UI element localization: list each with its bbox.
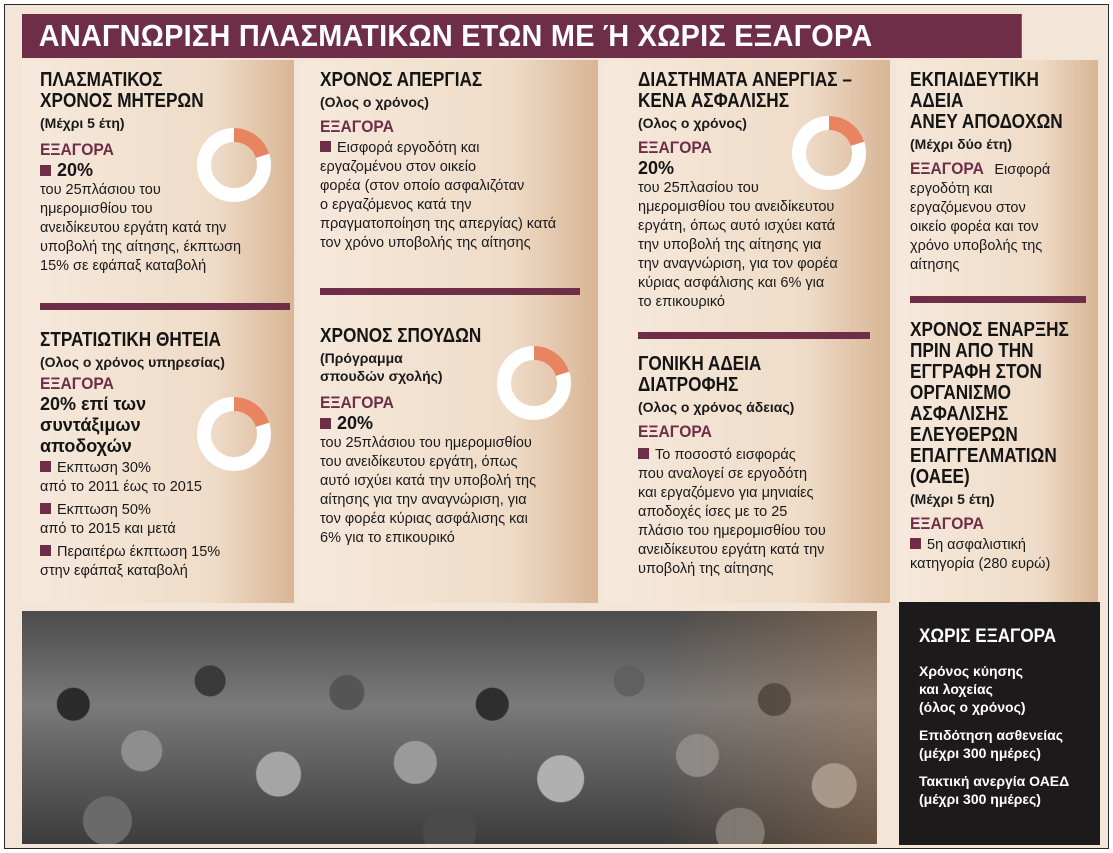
body-line: του 25πλάσιου του ημερομισθίου <box>320 435 532 451</box>
section-parental <box>638 354 888 579</box>
body-line: την αναγνώριση, για τον φορέα <box>638 256 838 272</box>
bullet-square-icon <box>638 448 649 459</box>
body-line: αίτησης για την αναγνώριση, για <box>320 492 527 508</box>
exagora-label-parental: ΕΞΑΓΟΡΑ <box>638 422 712 441</box>
body-line: πραγματοποίηση της απεργίας) κατά <box>320 216 557 232</box>
body-line: ανειδίκευτου εργάτη κατά την <box>40 220 227 236</box>
bullet-square-icon <box>40 461 51 472</box>
exagora-label-educational: ΕΞΑΓΟΡΑ <box>910 159 984 178</box>
column-4 <box>896 60 1098 605</box>
without-line: Χρόνος κύησης <box>919 663 1023 679</box>
donut-fill <box>534 353 563 374</box>
body-line: Το ποσοστό εισφοράς <box>655 447 796 463</box>
divider-rule <box>40 303 290 310</box>
exagora-label-mothers: ΕΞΑΓΟΡΑ <box>40 140 114 159</box>
bullet-line: Εκπτωση 30% <box>57 460 151 476</box>
body-oaee <box>910 536 1096 574</box>
heading-unemployment-2: ΚΕΝΑ ΑΣΦΑΛΙΣΗΣ <box>638 90 790 112</box>
section-without-purchase <box>899 602 1100 845</box>
column-3 <box>604 60 890 603</box>
heading-without: ΧΩΡΙΣ ΕΞΑΓΟΡΑ <box>919 626 1057 647</box>
exagora-label-unemployment: ΕΞΑΓΟΡΑ <box>638 138 712 157</box>
body-strike <box>320 139 592 253</box>
body-line: αυτό ισχύει κατά την υποβολή της <box>320 473 537 489</box>
exagora-label-strike: ΕΞΑΓΟΡΑ <box>320 117 394 136</box>
divider-rule <box>320 288 580 295</box>
body-line: κύριας ασφάλισης και 6% για <box>638 275 825 291</box>
heading-oaee-8: (ΟΑΕΕ) <box>910 466 970 488</box>
subtitle-studies-1: (Πρόγραμμα <box>320 350 403 366</box>
body-line: Εισφορά <box>994 162 1051 178</box>
body-line: του ανειδίκευτου εργάτη, όπως <box>320 454 518 470</box>
exagora-label-military: ΕΞΑΓΟΡΑ <box>40 374 114 393</box>
body-line: 15% σε εφάπαξ καταβολή <box>40 258 207 274</box>
heading-military: ΣΤΡΑΤΙΩΤΙΚΗ ΘΗΤΕΙΑ <box>40 329 221 351</box>
divider-rule <box>638 332 870 339</box>
without-item-1 <box>919 662 1100 716</box>
body-line: εργαζόμενου στον <box>910 200 1026 216</box>
heading-oaee-3: ΕΓΓΡΑΦΗ ΣΤΟΝ <box>910 361 1042 383</box>
body-unemployment <box>638 179 888 312</box>
bullet-square-icon <box>40 503 51 514</box>
body-line: 6% για το επικουρικό <box>320 530 455 546</box>
body-line: τον χρόνο υποβολής της αίτησης <box>320 235 531 251</box>
without-line: Επιδότηση ασθενείας <box>919 727 1064 743</box>
bullet-line: Περαιτέρω έκπτωση 15% <box>57 544 221 560</box>
without-line: Τακτική ανεργία ΟΑΕΔ <box>919 773 1070 789</box>
percent-unemployment: 20% <box>638 158 675 178</box>
subtitle-educational: (Μέχρι δύο έτη) <box>910 136 1012 152</box>
body-line: και εργαζόμενο για μηνιαίες <box>638 485 814 501</box>
body-line: ημερομισθίου του ανειδίκευτου <box>638 199 835 215</box>
subtitle-studies-2: σπουδών σχολής) <box>320 368 443 384</box>
column-2 <box>300 60 598 603</box>
donut-fill <box>234 135 263 156</box>
donut-fill <box>829 123 858 144</box>
percent-military-line-2: συντάξιμων <box>40 415 141 435</box>
heading-oaee-2: ΠΡΙΝ ΑΠΟ ΤΗΝ <box>910 340 1034 362</box>
without-line: (μέχρι 300 ημέρες) <box>919 791 1041 807</box>
body-line: ανειδίκευτου εργάτη κατά την <box>638 542 825 558</box>
heading-parental-1: ΓΟΝΙΚΗ ΑΔΕΙΑ <box>638 353 762 375</box>
body-educational <box>910 159 1096 275</box>
without-item-3 <box>919 772 1100 808</box>
donut-chart-icon-mothers <box>195 126 273 204</box>
percent-studies-value: 20% <box>337 413 374 433</box>
body-parental <box>638 446 888 579</box>
body-line: οικείο φορέα και τον <box>910 219 1039 235</box>
bullet-line: στην εφάπαξ καταβολή <box>40 563 188 579</box>
donut-chart-icon-studies <box>495 344 573 422</box>
heading-strike: ΧΡΟΝΟΣ ΑΠΕΡΓΙΑΣ <box>320 69 483 91</box>
body-line: 5η ασφαλιστική <box>927 537 1026 553</box>
body-line: ημερομισθίου του <box>40 201 153 217</box>
body-line: πλάσιο του ημερομισθίου του <box>638 523 826 539</box>
heading-educational-3: ΑΝΕΥ ΑΠΟΔΟΧΩΝ <box>910 111 1063 133</box>
body-line: εργοδότη και <box>910 181 993 197</box>
heading-oaee-7: ΕΠΑΓΓΕΛΜΑΤΙΩΝ <box>910 445 1057 467</box>
body-line: υποβολή της αίτησης <box>638 561 774 577</box>
without-line: (όλος ο χρόνος) <box>919 699 1026 715</box>
body-line: εργάτη, όπως αυτό ισχύει κατά <box>638 218 836 234</box>
donut-fill <box>234 404 263 425</box>
heading-mothers-1: ΠΛΑΣΜΑΤΙΚΟΣ <box>40 69 163 91</box>
donut-chart-icon-unemployment <box>790 114 868 192</box>
without-line: και λοχείας <box>919 681 993 697</box>
bullet-square-icon <box>40 165 51 176</box>
heading-oaee-4: ΟΡΓΑΝΙΣΜΟ <box>910 382 1011 404</box>
bullet-line: από το 2011 έως το 2015 <box>40 479 202 495</box>
body-line: το επικουρικό <box>638 294 725 310</box>
bullet-military-2 <box>40 501 290 539</box>
percent-military-line-1: 20% επί των <box>40 394 147 414</box>
section-educational <box>910 70 1096 275</box>
heading-parental-2: ΔΙΑΤΡΟΦΗΣ <box>638 374 739 396</box>
body-line: εργαζομένου στον οικείο <box>320 159 477 175</box>
bullet-square-icon <box>910 538 921 549</box>
bullet-square-icon <box>40 545 51 556</box>
heading-educational-1: ΕΚΠΑΙΔΕΥΤΙΚΗ <box>910 69 1039 91</box>
section-strike <box>320 70 592 253</box>
body-line: αίτησης <box>910 257 960 273</box>
body-line: φορέα (στον οποίο ασφαλιζόταν <box>320 178 525 194</box>
section-oaee <box>910 320 1096 574</box>
heading-oaee-5: ΑΣΦΑΛΙΣΗΣ <box>910 403 1009 425</box>
subtitle-parental: (Ολος ο χρόνος άδειας) <box>638 399 795 415</box>
exagora-label-oaee: ΕΞΑΓΟΡΑ <box>910 514 984 533</box>
heading-oaee-6: ΕΛΕΥΘΕΡΩΝ <box>910 424 1018 446</box>
subtitle-unemployment: (Ολος ο χρόνος) <box>638 115 747 131</box>
donut-chart-icon-military <box>195 395 273 473</box>
body-line: κατηγορία (280 ευρώ) <box>910 556 1051 572</box>
body-line: την υποβολή της αίτησης για <box>638 237 822 253</box>
bullet-line: Εκπτωση 50% <box>57 502 151 518</box>
body-line: τον φορέα κύριας ασφάλισης και <box>320 511 528 527</box>
body-line: που αναλογεί σε εργοδότη <box>638 466 808 482</box>
body-line: του 25πλασίου του <box>638 180 759 196</box>
without-line: (μέχρι 300 ημέρες) <box>919 745 1041 761</box>
heading-oaee-1: ΧΡΟΝΟΣ ΕΝΑΡΞΗΣ <box>910 319 1069 341</box>
percent-mothers-value: 20% <box>57 160 94 180</box>
bullet-line: από το 2015 και μετά <box>40 521 176 537</box>
heading-studies: ΧΡΟΝΟΣ ΣΠΟΥΔΩΝ <box>320 325 482 347</box>
body-line: του 25πλάσιου του <box>40 182 161 198</box>
divider-rule <box>910 296 1086 303</box>
bullet-square-icon <box>320 418 331 429</box>
body-line: ο εργαζόμενος κατά την <box>320 197 472 213</box>
body-studies <box>320 434 592 548</box>
body-line: υποβολή της αίτησης, έκπτωση <box>40 239 242 255</box>
heading-unemployment-1: ΔΙΑΣΤΗΜΑΤΑ ΑΝΕΡΓΙΑΣ – <box>638 69 852 91</box>
bullet-square-icon <box>320 141 331 152</box>
bullet-military-3 <box>40 543 290 581</box>
exagora-label-studies: ΕΞΑΓΟΡΑ <box>320 393 394 412</box>
body-line: Εισφορά εργοδότη και <box>337 140 480 156</box>
percent-military-line-3: αποδοχών <box>40 436 132 456</box>
crowd-photo-tint <box>22 611 877 844</box>
without-item-2 <box>919 726 1100 762</box>
subtitle-strike: (Ολος ο χρόνος) <box>320 94 429 110</box>
heading-educational-2: ΑΔΕΙΑ <box>910 90 964 112</box>
subtitle-military: (Ολος ο χρόνος υπηρεσίας) <box>40 354 225 370</box>
body-line: αποδοχές ίσες με το 25 <box>638 504 788 520</box>
body-line: χρόνο υποβολής της <box>910 238 1043 254</box>
subtitle-mothers: (Μέχρι 5 έτη) <box>40 115 125 131</box>
heading-mothers-2: ΧΡΟΝΟΣ ΜΗΤΕΡΩΝ <box>40 90 204 112</box>
column-1 <box>22 60 294 603</box>
subtitle-oaee: (Μέχρι 5 έτη) <box>910 491 995 507</box>
page-title: ΑΝΑΓΝΩΡΙΣΗ ΠΛΑΣΜΑΤΙΚΩΝ ΕΤΩΝ ΜΕ Ή ΧΩΡΙΣ ΕΞΑΓΟΡΑ <box>22 14 1022 58</box>
